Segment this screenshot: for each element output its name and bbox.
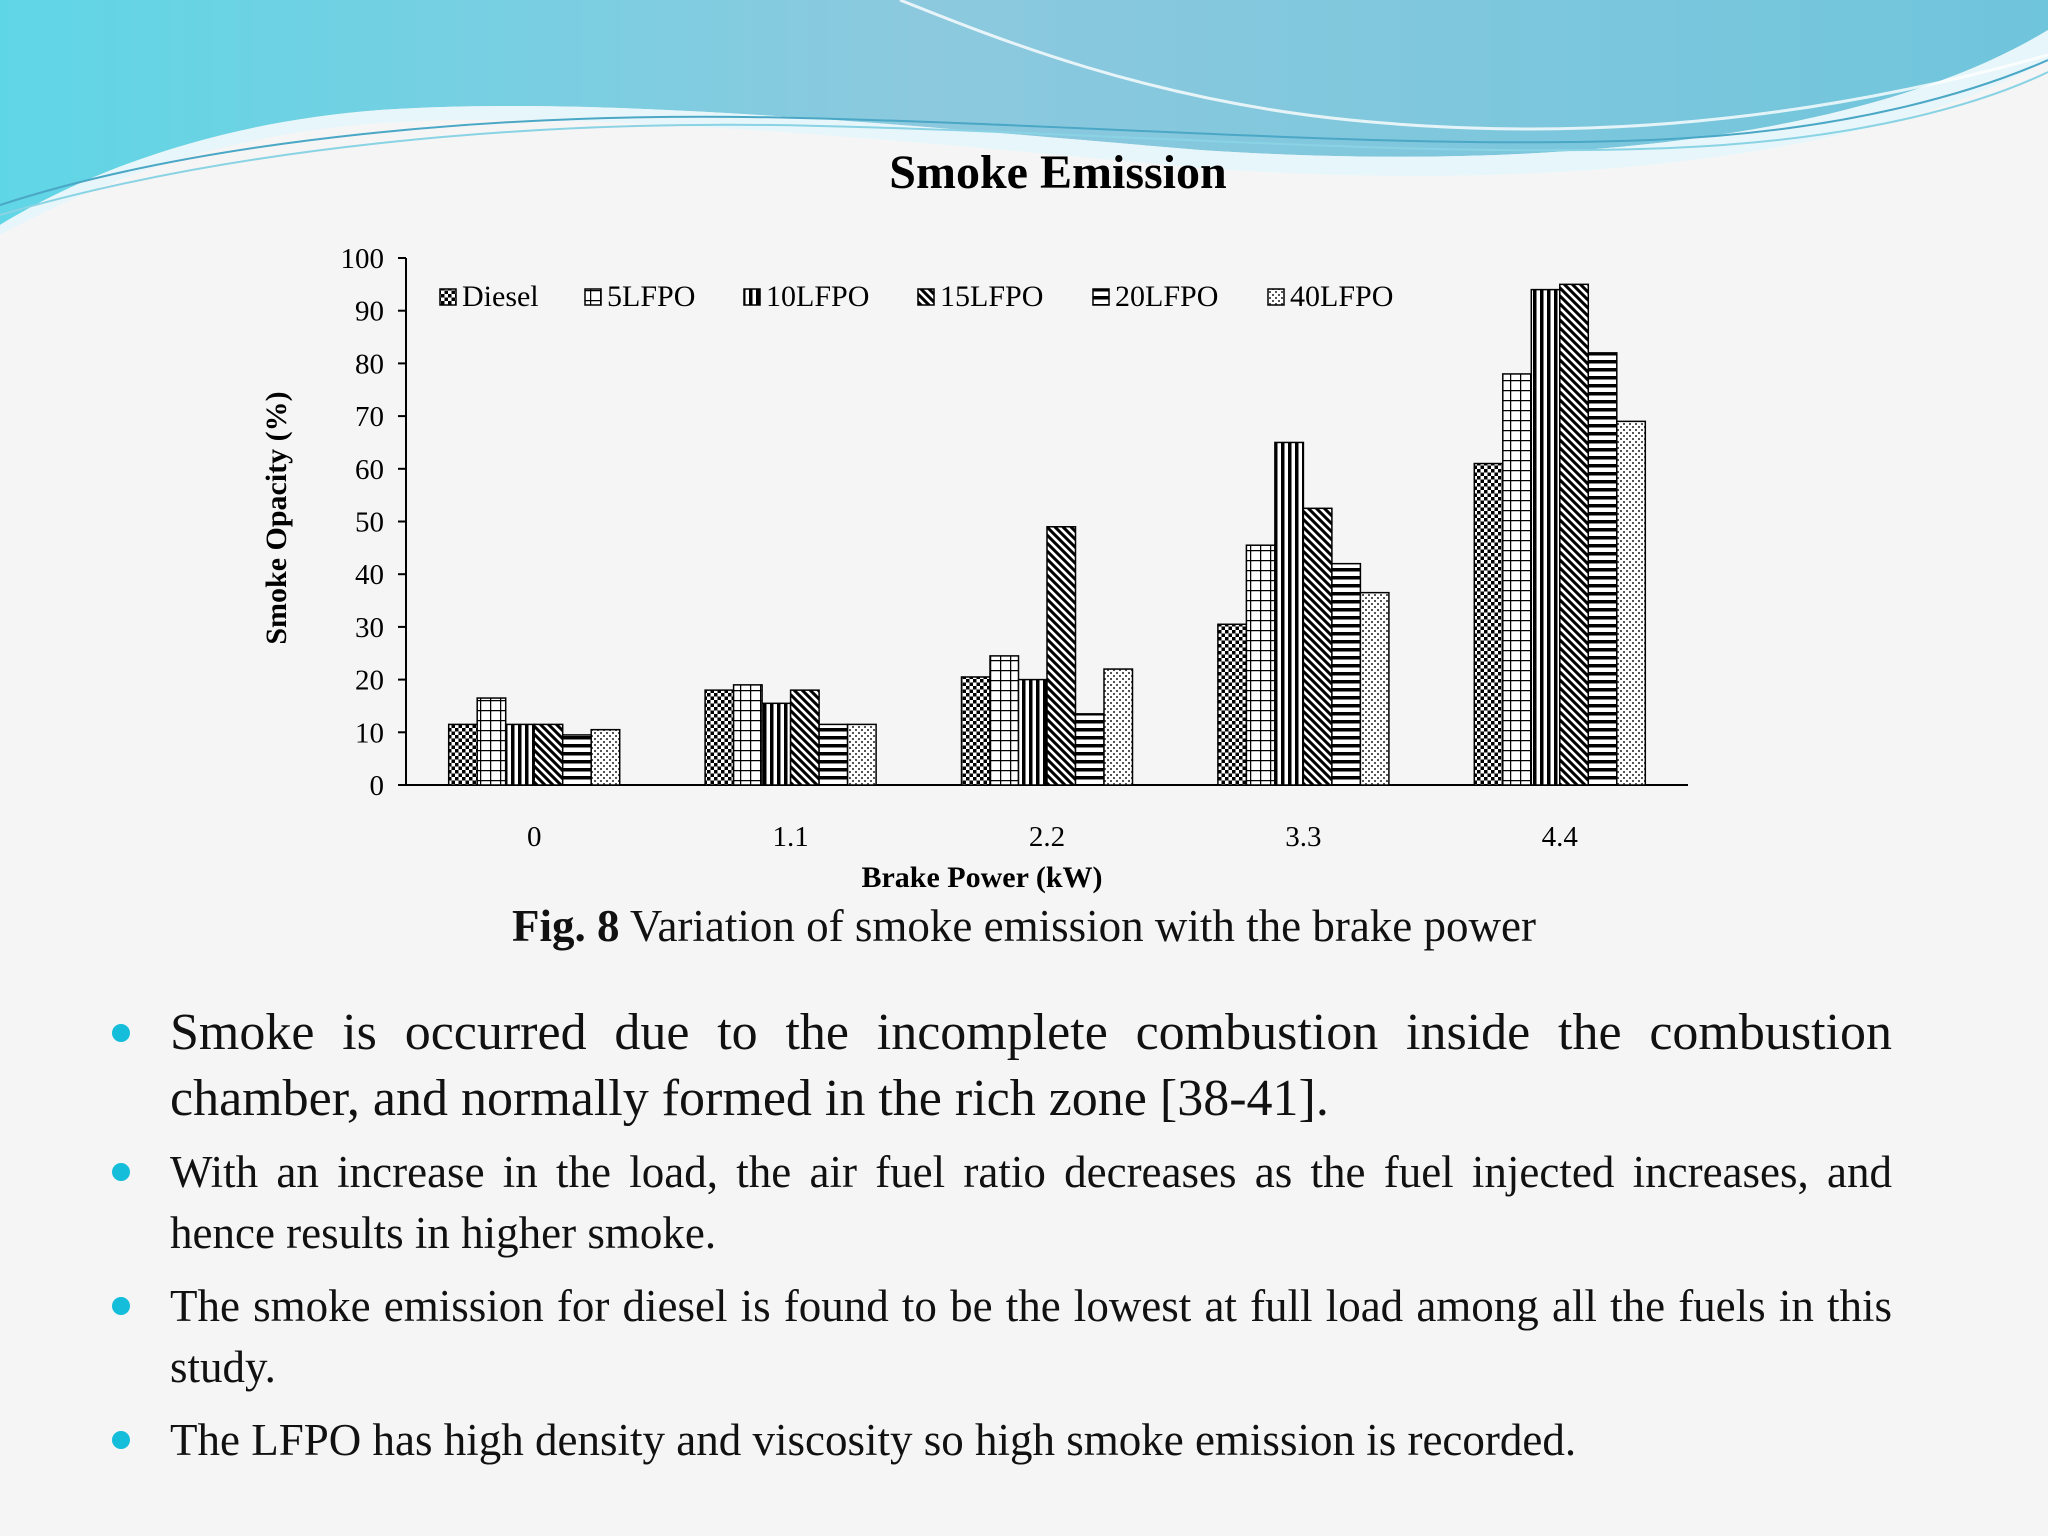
bar-40lfpo bbox=[1104, 669, 1133, 785]
y-tick-label: 70 bbox=[355, 401, 384, 434]
bullet-item bbox=[112, 1142, 1892, 1264]
bar-diesel bbox=[449, 724, 478, 785]
y-tick-label: 90 bbox=[355, 295, 384, 328]
bar-diesel bbox=[1474, 464, 1503, 785]
bar-10lfpo bbox=[1531, 290, 1560, 785]
x-tick-label: 3.3 bbox=[1285, 821, 1322, 853]
bar-40lfpo bbox=[591, 730, 620, 785]
bar-15lfpo bbox=[534, 724, 563, 785]
bar-5lfpo bbox=[1246, 545, 1275, 785]
y-tick-label: 40 bbox=[355, 559, 384, 592]
legend-swatch bbox=[744, 289, 760, 305]
y-tick-label: 0 bbox=[369, 770, 384, 802]
y-tick-label: 80 bbox=[355, 348, 384, 381]
bullet-item bbox=[112, 1410, 1892, 1471]
bar-5lfpo bbox=[477, 698, 506, 785]
figure-number: Fig. 8 bbox=[512, 901, 620, 951]
x-tick-label: 4.4 bbox=[1541, 821, 1578, 853]
chart-title: Smoke Emission bbox=[889, 146, 1227, 199]
bar-15lfpo bbox=[1303, 508, 1332, 785]
legend-swatch bbox=[918, 289, 934, 305]
bar-5lfpo bbox=[1503, 374, 1532, 785]
bar-20lfpo bbox=[1076, 714, 1105, 785]
bar-diesel bbox=[705, 690, 734, 785]
y-tick-label: 20 bbox=[355, 664, 384, 697]
legend-label: 40LFPO bbox=[1290, 280, 1394, 313]
figure-caption bbox=[0, 898, 2048, 954]
bar-10lfpo bbox=[1019, 680, 1048, 785]
bar-5lfpo bbox=[734, 685, 763, 785]
bar-20lfpo bbox=[819, 724, 848, 785]
legend-label: 20LFPO bbox=[1115, 280, 1219, 313]
bar-20lfpo bbox=[1588, 353, 1617, 785]
bullet-dot-icon bbox=[112, 1163, 130, 1181]
bar-15lfpo bbox=[1047, 527, 1076, 785]
figure-caption-text: Variation of smoke emission with the brake power bbox=[619, 901, 1536, 951]
legend-swatch bbox=[1093, 289, 1109, 305]
bar-10lfpo bbox=[762, 703, 791, 785]
bar-40lfpo bbox=[1360, 593, 1389, 785]
legend-label: 15LFPO bbox=[940, 280, 1044, 313]
legend-swatch bbox=[585, 289, 601, 305]
legend-label: 5LFPO bbox=[607, 280, 696, 313]
y-tick-label: 100 bbox=[340, 243, 384, 275]
bullet-text: With an increase in the load, the air fuel ratio decreases as the fuel injected increases, and hence results in higher smoke. bbox=[170, 1147, 1892, 1258]
bar-40lfpo bbox=[1617, 421, 1646, 785]
bullet-item bbox=[112, 1000, 1892, 1132]
bullet-dot-icon bbox=[112, 1024, 130, 1042]
bullet-text: The smoke emission for diesel is found to be the lowest at full load among all the fuels in this study. bbox=[170, 1281, 1892, 1392]
bar-10lfpo bbox=[506, 724, 535, 785]
y-tick-label: 50 bbox=[355, 506, 384, 539]
bar-10lfpo bbox=[1275, 442, 1304, 785]
y-tick-label: 30 bbox=[355, 611, 384, 644]
legend-swatch bbox=[440, 289, 456, 305]
x-tick-label: 2.2 bbox=[1028, 821, 1066, 853]
bullet-dot-icon bbox=[112, 1297, 130, 1315]
legend-label: Diesel bbox=[462, 280, 539, 313]
bullet-text: The LFPO has high density and viscosity so high smoke emission is recorded. bbox=[170, 1415, 1577, 1465]
bullet-dot-icon bbox=[112, 1431, 130, 1449]
bar-5lfpo bbox=[990, 656, 1019, 785]
x-tick-label: 0 bbox=[526, 821, 542, 853]
x-tick-label: 1.1 bbox=[772, 821, 809, 853]
legend-swatch bbox=[1268, 289, 1284, 305]
bullet-item bbox=[112, 1276, 1892, 1398]
bar-15lfpo bbox=[1560, 284, 1589, 785]
bullet-text: Smoke is occurred due to the incomplete combustion inside the combustion chamber, and normally formed in the rich zone [38-41]. bbox=[170, 1004, 1892, 1127]
legend-label: 10LFPO bbox=[766, 280, 870, 313]
bar-diesel bbox=[1218, 624, 1247, 785]
bar-20lfpo bbox=[563, 735, 592, 785]
y-tick-label: 10 bbox=[355, 717, 384, 750]
bar-40lfpo bbox=[848, 724, 877, 785]
bar-diesel bbox=[962, 677, 991, 785]
y-axis-label: Smoke Opacity (%) bbox=[260, 391, 293, 645]
y-tick-label: 60 bbox=[355, 453, 384, 486]
x-axis-label: Brake Power (kW) bbox=[861, 861, 1103, 894]
bullet-list bbox=[112, 1000, 1892, 1483]
bar-20lfpo bbox=[1332, 564, 1361, 785]
bar-15lfpo bbox=[791, 690, 820, 785]
